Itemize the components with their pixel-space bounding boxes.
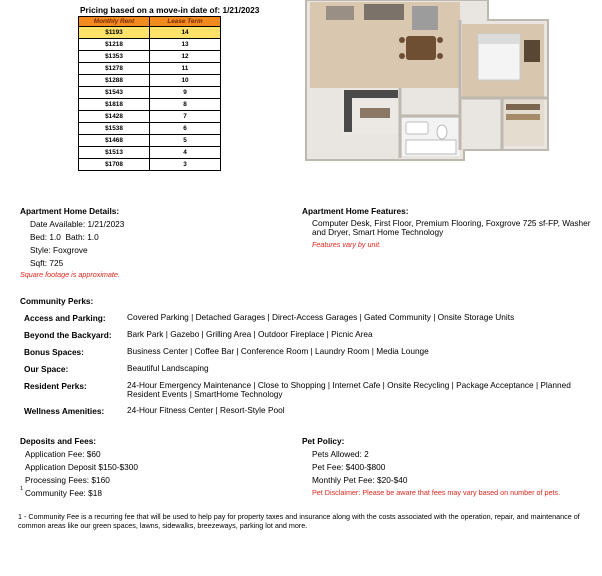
term-column-header: Lease Term bbox=[150, 17, 221, 27]
perk-value: Covered Parking | Detached Garages | Direct-Access Garages | Gated Community | Onsite Storage Units bbox=[127, 312, 515, 322]
monthly-rent-cell: $1193 bbox=[79, 27, 150, 39]
floor-plan-style: Style: Foxgrove bbox=[30, 245, 88, 255]
perk-value: Beautiful Landscaping bbox=[127, 363, 209, 373]
pet-fee: Pet Fee: $400-$800 bbox=[312, 462, 386, 472]
features-note: Features vary by unit. bbox=[312, 240, 382, 249]
perk-label: Resident Perks: bbox=[24, 381, 87, 391]
pricing-row bbox=[79, 159, 221, 171]
pricing-row bbox=[79, 27, 221, 39]
pricing-row bbox=[79, 99, 221, 111]
processing-fee: Processing Fees: $160 bbox=[25, 475, 110, 485]
community-fee: Community Fee: $18 bbox=[25, 488, 103, 498]
pet-policy-title: Pet Policy: bbox=[302, 436, 345, 446]
perk-label: Access and Parking: bbox=[24, 313, 106, 323]
lease-term-cell: 6 bbox=[150, 123, 221, 135]
footnote-marker: 1 bbox=[20, 486, 24, 492]
application-fee: Application Fee: $60 bbox=[25, 449, 101, 459]
bed-bath: Bed: 1.0 Bath: 1.0 bbox=[30, 232, 99, 242]
sqft-note: Square footage is approximate. bbox=[20, 270, 120, 279]
monthly-rent-cell: $1353 bbox=[79, 51, 150, 63]
perk-value: 24-Hour Emergency Maintenance | Close to Shopping | Internet Cafe | Onsite Recycling | Package Acceptance | Planned Resident Events | SmartHome Technology bbox=[127, 380, 571, 399]
fees-title: Deposits and Fees: bbox=[20, 436, 97, 446]
features-list: Computer Desk, First Floor, Premium Flooring, Foxgrove 725 sf-FP, Washer and Dryer, Smart Home Technology bbox=[312, 218, 591, 237]
pricing-heading: Pricing based on a move-in date of: 1/21/2023 bbox=[80, 5, 260, 15]
pricing-row bbox=[79, 147, 221, 159]
perk-value: Bark Park | Gazebo | Grilling Area | Outdoor Fireplace | Picnic Area bbox=[127, 329, 373, 339]
pricing-row bbox=[79, 75, 221, 87]
perk-label: Beyond the Backyard: bbox=[24, 330, 112, 340]
rent-column-header: Monthly Rent bbox=[79, 17, 150, 27]
pricing-row bbox=[79, 63, 221, 75]
lease-term-cell: 5 bbox=[150, 135, 221, 147]
lease-term-cell: 8 bbox=[150, 99, 221, 111]
lease-term-cell: 3 bbox=[150, 159, 221, 171]
perks-title: Community Perks: bbox=[20, 296, 94, 306]
details-title: Apartment Home Details: bbox=[20, 206, 120, 216]
monthly-rent-cell: $1543 bbox=[79, 87, 150, 99]
pricing-row bbox=[79, 111, 221, 123]
date-available: Date Available: 1/21/2023 bbox=[30, 219, 125, 229]
monthly-rent-cell: $1513 bbox=[79, 147, 150, 159]
pricing-row bbox=[79, 87, 221, 99]
lease-term-cell: 4 bbox=[150, 147, 221, 159]
pricing-row bbox=[79, 51, 221, 63]
community-fee-footnote: 1 - Community Fee is a recurring fee that will be used to help pay for property taxes and insurance along with the costs associated with the operation, repair, and maintenance of common areas like our green spaces, lawns, sidewalks, breezeways, parking lot and more. bbox=[18, 512, 580, 530]
monthly-rent-cell: $1428 bbox=[79, 111, 150, 123]
lease-term-cell: 9 bbox=[150, 87, 221, 99]
pricing-row bbox=[79, 123, 221, 135]
monthly-rent-cell: $1468 bbox=[79, 135, 150, 147]
monthly-rent-cell: $1708 bbox=[79, 159, 150, 171]
lease-term-cell: 7 bbox=[150, 111, 221, 123]
monthly-rent-cell: $1218 bbox=[79, 39, 150, 51]
lease-term-cell: 12 bbox=[150, 51, 221, 63]
pricing-table bbox=[78, 16, 221, 171]
square-footage: Sqft: 725 bbox=[30, 258, 64, 268]
pet-disclaimer: Pet Disclaimer: Please be aware that fees may vary based on number of pets. bbox=[312, 488, 561, 497]
lease-term-cell: 11 bbox=[150, 63, 221, 75]
perk-label: Wellness Amenities: bbox=[24, 406, 105, 416]
monthly-rent-cell: $1278 bbox=[79, 63, 150, 75]
pricing-row bbox=[79, 135, 221, 147]
perk-value: Business Center | Coffee Bar | Conference Room | Laundry Room | Media Lounge bbox=[127, 346, 429, 356]
pricing-row bbox=[79, 39, 221, 51]
lease-term-cell: 10 bbox=[150, 75, 221, 87]
monthly-rent-cell: $1288 bbox=[79, 75, 150, 87]
application-deposit: Application Deposit $150-$300 bbox=[25, 462, 139, 472]
floor-plan-image bbox=[302, 0, 550, 162]
lease-term-cell: 13 bbox=[150, 39, 221, 51]
monthly-rent-cell: $1538 bbox=[79, 123, 150, 135]
perk-label: Bonus Spaces: bbox=[24, 347, 84, 357]
pets-allowed: Pets Allowed: 2 bbox=[312, 449, 369, 459]
perk-label: Our Space: bbox=[24, 364, 69, 374]
perk-value: 24-Hour Fitness Center | Resort-Style Pool bbox=[127, 405, 285, 415]
features-title: Apartment Home Features: bbox=[302, 206, 409, 216]
monthly-pet-fee: Monthly Pet Fee: $20-$40 bbox=[312, 475, 408, 485]
lease-term-cell: 14 bbox=[150, 27, 221, 39]
monthly-rent-cell: $1818 bbox=[79, 99, 150, 111]
